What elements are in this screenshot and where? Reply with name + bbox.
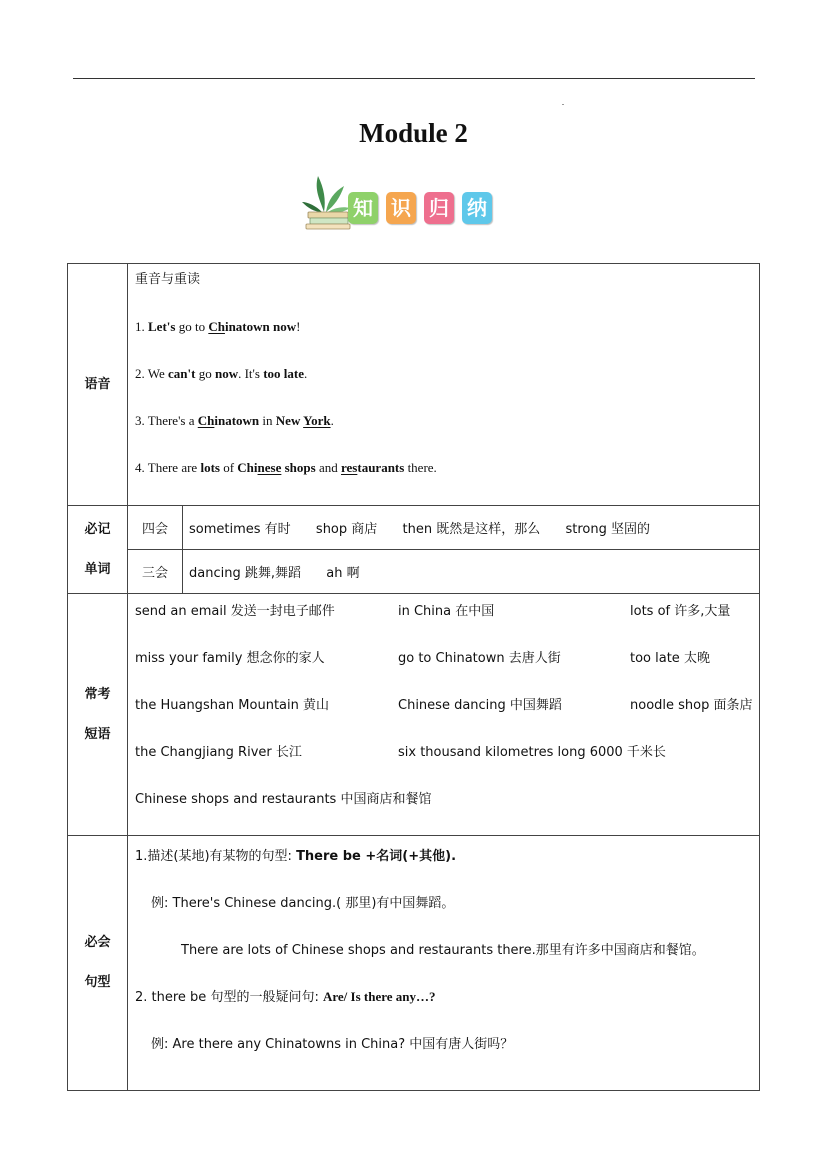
page-title: Module 2: [359, 118, 468, 148]
text-segment: 3. There's a: [135, 413, 198, 428]
text-segment: There be +名词(+其他).: [296, 849, 457, 864]
text-segment: 例: There's Chinese dancing.( 那里)有中国舞蹈。: [151, 896, 455, 911]
pronunciation-label: 语音: [68, 264, 128, 506]
sentences-label: 必会 句型: [68, 836, 128, 1091]
text-segment: can't: [168, 366, 196, 381]
vocab-word: dancing 跳舞,舞蹈: [189, 566, 301, 581]
text-segment: There are lots of Chinese shops and restaurants there.那里有许多中国商店和餐馆。: [181, 943, 705, 958]
vocab-word: shop 商店: [315, 522, 378, 537]
text-segment: !: [296, 319, 301, 334]
vocab-level: 三会: [128, 550, 183, 594]
phrase: send an email 发送一封电子邮件: [135, 604, 335, 619]
phrase-row: [135, 741, 759, 788]
vocab-word: ah 啊: [326, 566, 360, 581]
text-segment: shops: [281, 460, 316, 475]
phrase-row: [135, 788, 759, 835]
banner-char-3: 归: [424, 192, 454, 224]
phrase: the Huangshan Mountain 黄山: [135, 698, 329, 713]
pronunciation-line: [135, 458, 759, 505]
vocab-level: 四会: [128, 506, 183, 550]
text-segment: 2. We: [135, 366, 169, 381]
text-segment: Ch: [208, 319, 225, 334]
phrases-section: [128, 594, 760, 836]
text-segment: in: [259, 413, 276, 428]
phrase-row: [135, 600, 759, 647]
sentence-line: [135, 846, 759, 893]
phrase: the Changjiang River 长江: [135, 745, 302, 760]
text-segment: there.: [404, 460, 437, 475]
text-segment: inatown: [224, 319, 270, 334]
header-rule: [73, 78, 755, 79]
text-segment: inatown: [214, 413, 260, 428]
phrase-row: [135, 647, 759, 694]
banner-char-2: 识: [386, 192, 416, 224]
phrase: Chinese shops and restaurants 中国商店和餐馆: [135, 792, 432, 807]
pronunciation-heading: 重音与重读: [135, 272, 201, 287]
text-segment: Let's: [148, 319, 176, 334]
pronunciation-line: [135, 411, 759, 458]
text-segment: too late: [263, 366, 304, 381]
phrase: in China 在中国: [398, 604, 495, 619]
pronunciation-line: [135, 317, 759, 364]
vocab-word: then 既然是这样，那么: [402, 522, 541, 537]
text-segment: of: [219, 460, 238, 475]
text-segment: . It's: [238, 366, 264, 381]
text-segment: taurants: [357, 460, 405, 475]
vocab-label: 必记 单词: [68, 506, 128, 594]
text-segment: go: [195, 366, 215, 381]
phrase: noodle shop 面条店: [630, 698, 753, 713]
phrase-row: [135, 694, 759, 741]
phrase: go to Chinatown 去唐人街: [398, 651, 561, 666]
text-segment: and: [315, 460, 341, 475]
sentence-line: [135, 893, 759, 940]
vocab-word: sometimes 有时: [189, 522, 291, 537]
text-segment: 4. There are: [135, 460, 201, 475]
text-segment: lots: [200, 460, 220, 475]
phrase: six thousand kilometres long 6000 千米长: [398, 745, 666, 760]
pronunciation-section: [128, 264, 760, 506]
text-segment: Are/ Is there any…?: [322, 989, 436, 1004]
banner-char-4: 纳: [462, 192, 492, 224]
phrase: Chinese dancing 中国舞蹈: [398, 698, 562, 713]
sentence-line: [135, 1034, 759, 1081]
text-segment: 例: Are there any Chinatowns in China? 中国有唐人街吗？: [151, 1037, 514, 1052]
pronunciation-line: [135, 364, 759, 411]
text-segment: 2. there be 句型的一般疑问句:: [135, 990, 323, 1005]
sentence-line: [135, 940, 759, 987]
text-segment: go to: [175, 319, 209, 334]
sentences-section: [128, 836, 760, 1091]
header-mark: [562, 104, 564, 105]
text-segment: 1.描述(某地)有某物的句型:: [135, 849, 297, 864]
vocab-words-row: [183, 550, 760, 594]
sentence-line: [135, 987, 759, 1034]
phrase: lots of 许多,大量: [630, 604, 731, 619]
text-segment: Chi: [237, 460, 258, 475]
text-segment: now: [214, 366, 239, 381]
text-segment: now: [273, 319, 297, 334]
knowledge-table: [67, 263, 760, 1091]
text-segment: York: [303, 413, 331, 428]
text-segment: .: [303, 366, 308, 381]
text-segment: Ch: [197, 413, 215, 428]
text-segment: .: [330, 413, 334, 428]
knowledge-summary-banner: [300, 172, 500, 230]
vocab-word: strong 坚固的: [565, 522, 651, 537]
phrases-label: 常考 短语: [68, 594, 128, 836]
text-segment: New: [275, 413, 304, 428]
vocab-words-row: [183, 506, 760, 550]
text-segment: nese: [257, 460, 282, 475]
banner-char-1: 知: [348, 192, 378, 224]
phrase: too late 太晚: [630, 651, 710, 666]
text-segment: 1.: [135, 319, 148, 334]
phrase: miss your family 想念你的家人: [135, 651, 325, 666]
text-segment: res: [340, 460, 358, 475]
